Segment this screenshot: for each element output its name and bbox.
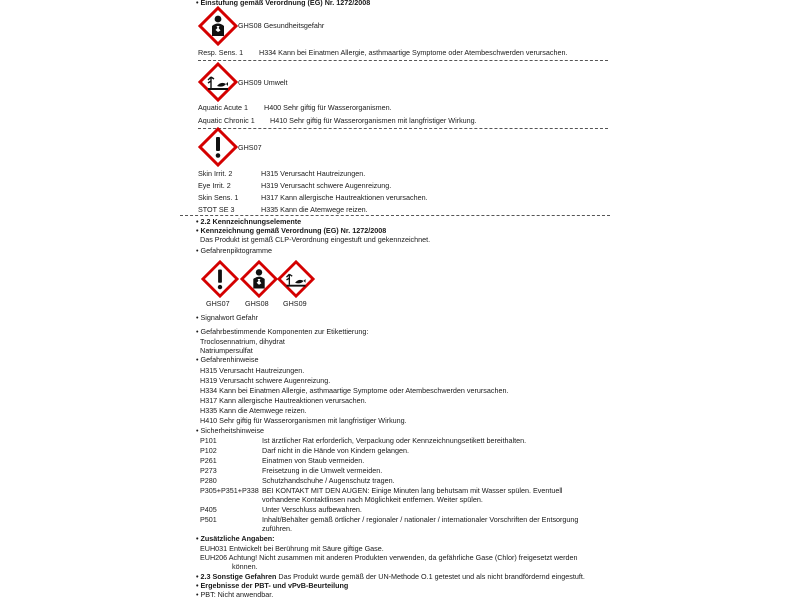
separator xyxy=(180,215,610,216)
classification-class: Eye Irrit. 2 xyxy=(198,181,231,190)
precaution-code: P261 xyxy=(200,456,217,465)
classification-statement: H410 Sehr giftig für Wasserorganismen mit langfristiger Wirkung. xyxy=(270,116,477,125)
precaution-text: Schutzhandschuhe / Augenschutz tragen. xyxy=(262,476,395,485)
pbt-result: • PBT: Nicht anwendbar. xyxy=(196,590,274,599)
hazard-statement: H334 Kann bei Einatmen Allergie, asthmaartige Symptome oder Atembeschwerden verursachen. xyxy=(200,386,509,395)
section-2-2-heading: • 2.2 Kennzeichnungselemente xyxy=(196,217,302,226)
classification-statement: H335 Kann die Atemwege reizen. xyxy=(261,205,368,214)
additional-info-label: • Zusätzliche Angaben: xyxy=(196,534,275,543)
precaution-text: Freisetzung in die Umwelt vermeiden. xyxy=(262,466,383,475)
ghs07-exclamation-icon xyxy=(198,127,238,167)
precaution-code: P501 xyxy=(200,515,217,524)
hazard-statements-label: • Gefahrenhinweise xyxy=(196,355,259,364)
precaution-text: Darf nicht in die Hände von Kindern gelangen. xyxy=(262,446,410,455)
ghs09-environment-icon xyxy=(277,260,315,298)
precaution-text: vorhandene Kontaktlinsen nach Möglichkeit entfernen. Weiter spülen. xyxy=(262,495,483,504)
classification-heading: • Einstufung gemäß Verordnung (EG) Nr. 1272/2008 xyxy=(196,0,371,7)
components-label: • Gefahrbestimmende Komponenten zur Etikettierung: xyxy=(196,327,369,336)
ghs08-label: GHS08 Gesundheitsgefahr xyxy=(238,21,325,30)
precaution-code: P102 xyxy=(200,446,217,455)
classification-statement: H315 Verursacht Hautreizungen. xyxy=(261,169,366,178)
pictogram-caption: GHS07 xyxy=(206,299,230,308)
hazard-statement: H335 Kann die Atemwege reizen. xyxy=(200,406,307,415)
classification-class: Resp. Sens. 1 xyxy=(198,48,244,57)
classification-class: Aquatic Chronic 1 xyxy=(198,116,255,125)
pictogram-caption: GHS09 xyxy=(283,299,307,308)
labelling-heading: • Kennzeichnung gemäß Verordnung (EG) Nr. 1272/2008 xyxy=(196,226,387,235)
precaution-code: P405 xyxy=(200,505,217,514)
separator xyxy=(198,128,608,129)
ghs07-exclamation-icon xyxy=(201,260,239,298)
additional-info-item: EUH031 Entwickelt bei Berührung mit Säure giftige Gase. xyxy=(200,544,384,553)
precaution-code: P280 xyxy=(200,476,217,485)
precaution-code: P305+P351+P338 xyxy=(200,486,259,495)
precaution-text: Unter Verschluss aufbewahren. xyxy=(262,505,362,514)
precaution-code: P101 xyxy=(200,436,217,445)
precaution-text: BEI KONTAKT MIT DEN AUGEN: Einige Minuten lang behutsam mit Wasser spülen. Eventuell xyxy=(262,486,563,495)
pictogram-caption: GHS08 xyxy=(245,299,269,308)
precaution-code: P273 xyxy=(200,466,217,475)
classification-statement: H317 Kann allergische Hautreaktionen verursachen. xyxy=(261,193,428,202)
pictograms-label: • Gefahrenpiktogramme xyxy=(196,246,273,255)
precaution-text: Einatmen von Staub vermeiden. xyxy=(262,456,365,465)
hazard-statement: H317 Kann allergische Hautreaktionen verursachen. xyxy=(200,396,367,405)
ghs08-health-hazard-icon xyxy=(240,260,278,298)
precaution-text: zuführen. xyxy=(262,524,292,533)
labelling-text: Das Produkt ist gemäß CLP-Verordnung eingestuft und gekennzeichnet. xyxy=(200,235,431,244)
precautionary-statements-label: • Sicherheitshinweise xyxy=(196,426,265,435)
hazard-statement: H319 Verursacht schwere Augenreizung. xyxy=(200,376,331,385)
classification-class: Skin Sens. 1 xyxy=(198,193,239,202)
classification-class: STOT SE 3 xyxy=(198,205,235,214)
classification-class: Skin Irrit. 2 xyxy=(198,169,233,178)
ghs09-environment-icon xyxy=(198,62,238,102)
ghs07-label: GHS07 xyxy=(238,143,262,152)
hazard-statement: H315 Verursacht Hautreizungen. xyxy=(200,366,305,375)
component-item: Troclosennatrium, dihydrat xyxy=(200,337,285,346)
hazard-statement: H410 Sehr giftig für Wasserorganismen mit langfristiger Wirkung. xyxy=(200,416,407,425)
ghs09-label: GHS09 Umwelt xyxy=(238,78,288,87)
classification-statement: H319 Verursacht schwere Augenreizung. xyxy=(261,181,392,190)
ghs08-health-hazard-icon xyxy=(198,6,238,46)
additional-info-item: können. xyxy=(232,562,258,571)
other-hazards-line xyxy=(196,572,585,581)
classification-statement: H334 Kann bei Einatmen Allergie, asthmaartige Symptome oder Atembeschwerden verursachen. xyxy=(259,48,568,57)
classification-statement: H400 Sehr giftig für Wasserorganismen. xyxy=(264,103,392,112)
precaution-text: Inhalt/Behälter gemäß örtlicher / regionaler / nationaler / internationaler Vorschriften der Entsorgung xyxy=(262,515,579,524)
pbt-results-label: • Ergebnisse der PBT- und vPvB-Beurteilung xyxy=(196,581,349,590)
component-item: Natriumpersulfat xyxy=(200,346,253,355)
additional-info-item: EUH206 Achtung! Nicht zusammen mit anderen Produkten verwenden, da gefährliche Gase (Chlor) freigesetzt werden xyxy=(200,553,578,562)
separator xyxy=(198,60,608,61)
other-hazards-heading: • 2.3 Sonstige Gefahren xyxy=(196,572,277,581)
classification-class: Aquatic Acute 1 xyxy=(198,103,248,112)
other-hazards-text: Das Produkt wurde gemäß der UN-Methode O.1 getestet und als nicht brandfördernd eingestuft. xyxy=(276,572,585,581)
signal-word: • Signalwort Gefahr xyxy=(196,313,259,322)
precaution-text: Ist ärztlicher Rat erforderlich, Verpackung oder Kennzeichnungsetikett bereithalten. xyxy=(262,436,527,445)
